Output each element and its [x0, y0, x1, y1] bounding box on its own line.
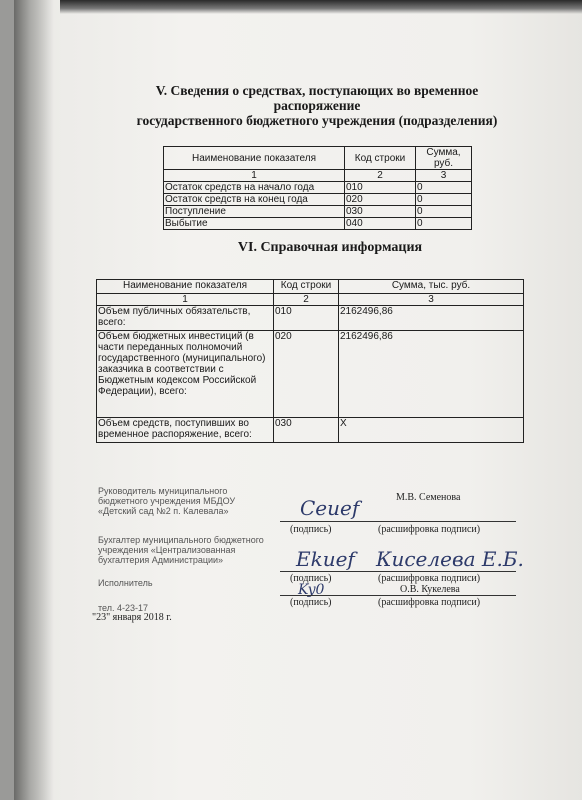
col-number: 2	[274, 294, 339, 306]
table-row	[164, 194, 472, 206]
row-name: Объем бюджетных инвестиций (в части переданных полномочий государственного (муниципального) заказчика в соответствии с Бюджетным кодексом Российской Федерации), всего:	[97, 331, 274, 418]
table-row	[97, 331, 524, 418]
row-code: 020	[274, 331, 339, 418]
row-name: Выбытие	[164, 218, 345, 230]
row-name: Остаток средств на начало года	[164, 182, 345, 194]
executor-signature: Ky0	[298, 582, 325, 598]
head-signature: Ceuef	[300, 496, 360, 520]
decoding-label: (расшифровка подписи)	[378, 597, 481, 608]
accountant-signature: Ekuef	[296, 547, 355, 571]
row-code: 010	[274, 306, 339, 331]
table-row	[164, 206, 472, 218]
signature-line	[280, 595, 516, 596]
accountant-role: Бухгалтер муниципального бюджетного учреждения «Централизованная бухгалтерия Администрации»	[98, 535, 264, 565]
col-number: 3	[416, 170, 472, 182]
row-sum: Х	[339, 418, 524, 443]
signature-line	[280, 571, 516, 572]
row-sum: 0	[416, 206, 472, 218]
row-code: 040	[345, 218, 416, 230]
signature-label: (подпись)	[290, 597, 332, 608]
decoding-label: (расшифровка подписи)	[378, 573, 481, 584]
signature-line	[280, 521, 516, 522]
header-name: Наименование показателя	[164, 147, 345, 170]
section5-table	[163, 146, 472, 230]
signature-label: (подпись)	[290, 573, 332, 584]
row-code: 030	[345, 206, 416, 218]
col-number: 2	[345, 170, 416, 182]
table-row	[97, 306, 524, 331]
row-sum: 2162496,86	[339, 331, 524, 418]
row-code: 030	[274, 418, 339, 443]
accountant-name-handwritten: Киселева Е.Б.	[376, 547, 524, 571]
report-date: "23" января 2018 г.	[92, 612, 172, 623]
header-code: Код строки	[274, 280, 339, 294]
col-number: 3	[339, 294, 524, 306]
head-name: М.В. Семенова	[396, 492, 461, 503]
row-sum: 0	[416, 218, 472, 230]
section5-title-line1: V. Сведения о средствах, поступающих во временное распоряжение	[155, 83, 479, 113]
table-row	[97, 418, 524, 443]
section5-title	[112, 83, 522, 128]
header-sum: Сумма, тыс. руб.	[339, 280, 524, 294]
row-name: Объем публичных обязательств, всего:	[97, 306, 274, 331]
row-sum: 0	[416, 194, 472, 206]
col-number: 1	[164, 170, 345, 182]
executor-role: Исполнитель	[98, 578, 153, 588]
table-row	[164, 182, 472, 194]
row-name: Поступление	[164, 206, 345, 218]
header-sum: Сумма, руб.	[416, 147, 472, 170]
section5-title-line2: государственного бюджетного учреждения (подразделения)	[136, 113, 498, 128]
row-name: Остаток средств на конец года	[164, 194, 345, 206]
phone: тел. 4-23-17	[98, 603, 149, 613]
row-sum: 0	[416, 182, 472, 194]
section6-title: VI. Справочная информация	[237, 240, 423, 255]
header-code: Код строки	[345, 147, 416, 170]
row-code: 010	[345, 182, 416, 194]
head-role: Руководитель муниципального бюджетного учреждения МБДОУ «Детский сад №2 п. Калевала»	[98, 486, 236, 516]
signature-label: (подпись)	[290, 524, 332, 535]
decoding-label: (расшифровка подписи)	[378, 524, 481, 535]
page-top-edge	[60, 0, 582, 14]
row-name: Объем средств, поступивших во временное распоряжение, всего:	[97, 418, 274, 443]
page-fold-shadow	[14, 0, 54, 800]
section6-table	[96, 279, 524, 443]
executor-name: О.В. Кукелева	[400, 584, 460, 595]
col-number: 1	[97, 294, 274, 306]
header-name: Наименование показателя	[97, 280, 274, 294]
row-sum: 2162496,86	[339, 306, 524, 331]
table-row	[164, 218, 472, 230]
row-code: 020	[345, 194, 416, 206]
